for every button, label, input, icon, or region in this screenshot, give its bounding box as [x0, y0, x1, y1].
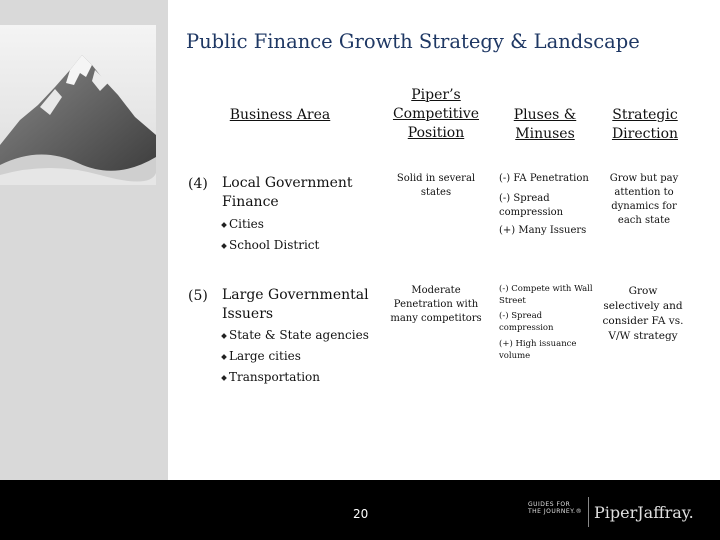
bullet-label: Transportation	[229, 370, 321, 384]
bullet-item	[222, 328, 369, 342]
bullet-label: State & State agencies	[229, 328, 369, 342]
brand-name: PiperJaffray.	[594, 503, 694, 522]
pluses-minuses-item: (-) FA Penetration	[499, 173, 589, 184]
header-business-area-label: Business Area	[229, 107, 331, 123]
pluses-minuses-item: (-) Spread compression	[499, 193, 564, 218]
header-business-area	[210, 106, 350, 125]
row-heading: Local Government Finance	[222, 175, 353, 210]
bullet-item	[222, 370, 320, 384]
bullet-icon	[221, 354, 227, 360]
row-heading: Large Governmental Issuers	[222, 287, 369, 322]
row-number: (4)	[188, 176, 208, 192]
strategic-direction-cell: Grow selectively and consider FA vs. V/W strategy	[602, 285, 684, 342]
bullet-item	[222, 238, 319, 252]
header-strategic-direction	[600, 106, 690, 144]
bullet-label: Cities	[229, 217, 264, 231]
pluses-minuses-item: (+) High issuance volume	[499, 339, 577, 361]
mountain-photo	[0, 25, 156, 185]
bullet-item	[222, 217, 264, 231]
competitive-position-cell: Solid in several states	[396, 173, 476, 198]
bullet-icon	[221, 243, 227, 249]
brand-tagline: GUIDES FOR THE JOURNEY.®	[528, 501, 583, 515]
page-title: Public Finance Growth Strategy & Landscape	[186, 30, 640, 53]
bullet-label: Large cities	[229, 349, 301, 363]
pluses-minuses-item: (-) Compete with Wall Street	[499, 284, 593, 306]
pluses-minuses-item: (+) Many Issuers	[499, 225, 587, 236]
bullet-label: School District	[229, 238, 320, 252]
bullet-icon	[221, 222, 227, 228]
bullet-icon	[221, 375, 227, 381]
bullet-icon	[221, 333, 227, 339]
row-number: (5)	[188, 288, 208, 304]
header-pluses-minuses	[500, 106, 590, 144]
page-number: 20	[353, 507, 369, 521]
brand-separator	[588, 497, 589, 527]
header-pluses-minuses-label: Pluses & Minuses	[513, 107, 577, 142]
pluses-minuses-item: (-) Spread compression	[499, 311, 554, 333]
header-competitive-position-label: Piper’s Competitive Position	[392, 87, 480, 141]
strategic-direction-cell: Grow but pay attention to dynamics for each state	[609, 173, 679, 226]
header-strategic-direction-label: Strategic Direction	[611, 107, 679, 142]
bullet-item	[222, 349, 301, 363]
header-competitive-position	[380, 86, 492, 143]
competitive-position-cell: Moderate Penetration with many competitors	[390, 285, 482, 324]
